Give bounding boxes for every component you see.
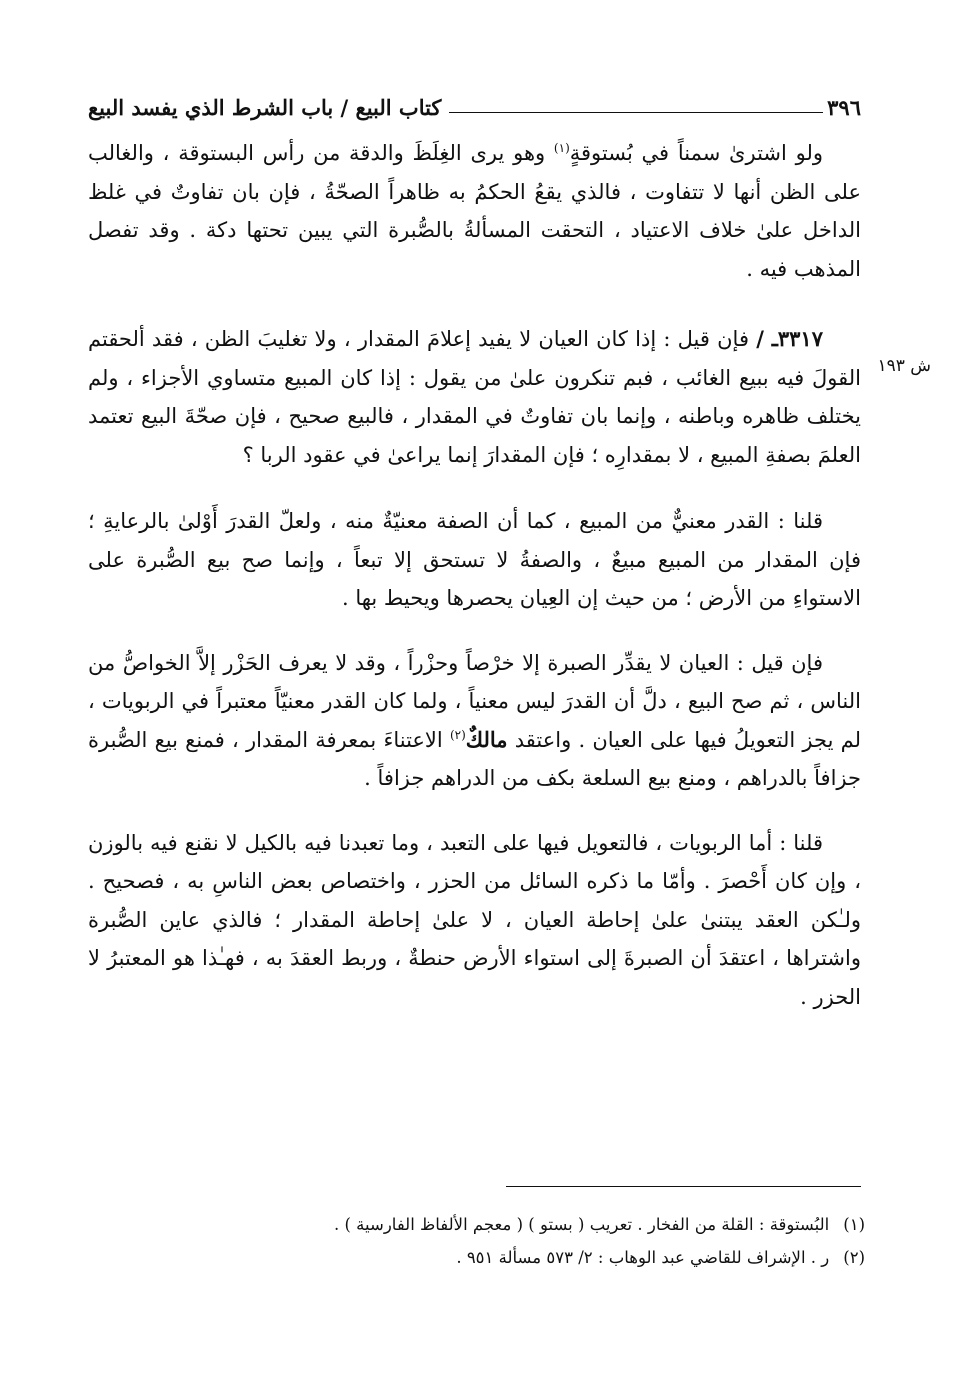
issue-number: ٣٣١٧ـ / xyxy=(756,326,823,351)
footnote-ref-2[interactable]: (٢) xyxy=(449,727,466,742)
paragraph-4 xyxy=(88,644,861,798)
paragraph-3: قلنا : القدر معنيٌّ من المبيع ، كما أن الصفة معنيّةٌ منه ، ولعلّ القدرَ أَوْلىٰ بالرعايةِ ؛ فإن المقدار من المبيع مبيعٌ ، والصفةُ لا تستحق إلا تبعاً ، وإنما صح بيع الصُّبرة على الاستواءِ من الأرض ؛ من حيث إن العِيان يحصرها ويحيط بها . xyxy=(88,509,861,610)
footnote-1-number: (١) xyxy=(843,1215,865,1234)
footnotes xyxy=(88,1208,865,1274)
footnote-1 xyxy=(88,1208,865,1241)
running-header xyxy=(88,84,861,120)
paragraph-2-text: فإن قيل : إذا كان العيان لا يفيد إعلامَ المقدار ، ولا تغليبَ الظن ، فقد ألحقتم القولَ فيه ببيع الغائب ، فبم تنكرون علىٰ من يقول : إذا كان المبيع متساوي الأجزاء ، ولم يختلف ظاهره وباطنه ، وإنما بان تفاوتٌ في المقدار ، فالبيع صحيح ، فإن صحّةَ البيع تعتمد العلمَ بصفةِ المبيع ، لا بمقدارِه ؛ فإن المقدارَ إنما يراعىٰ في عقود الربا ؟ xyxy=(88,327,861,467)
paragraph-1-start: ولو اشترىٰ سمناً في بُستوقةٍ xyxy=(569,141,823,165)
main-text xyxy=(88,134,861,1044)
paragraph-4-rest: الاعتناءَ بمعرفة المقدار ، فمنع بيع الصُّبرة جزافاً بالدراهم ، ومنع بيع السلعة بكف من الدراهم جزافاً . xyxy=(88,727,861,790)
page-number: ٣٩٦ xyxy=(827,95,861,120)
paragraph-5: قلنا : أما الربويات ، فالتعويل فيها على التعبد ، وما تعبدنا فيه بالكيل لا نقنع فيه بالوزن ، وإن كان أَحْصرَ . وأمّا ما ذكره السائل من الحزر ، واختصاص بعض الناسِ به ، فصحيح . ولـٰكن العقد يبتنىٰ علىٰ إحاطة العيان ، لا علىٰ إحاطة المقدار ؛ فالذي عاين الصُّبرة واشتراها ، اعتقدَ أن الصبرةَ إلى استواء الأرض حنطةٌ ، وربط العقدَ به ، فهـٰذا هو المعتبرُ لا الحزر . xyxy=(88,830,861,1009)
paragraph-4-start: فإن قيل : العيان لا يقدِّر الصبرة إلا خرْصاً وحزْراً ، وقد لا يعرف الحَزْر إلاَّ الخواصُّ من الناس ، ثم صح البيع ، دلَّ أن القدرَ ليس معنياً ، ولما كان القدر معنيّاً معتبراً في الربويات ، لم يجز التعويلُ فيها على العيان . واعتقد xyxy=(88,650,861,752)
footnote-2-number: (٢) xyxy=(843,1248,865,1267)
paragraph-1-rest: وهو يرى الغِلَظَ والدقة من رأس البستوقة ، والغالب على الظن أنها لا تتفاوت ، فالذي يقعُ الحكمُ به ظاهراً الصحّةُ ، فإن بان تفاوتٌ في غلظ الداخل علىٰ خلاف الاعتياد ، التحقت المسألةُ بالصُّبرة التي يبين تحتها دكة . وقد تفصل المذهب فيه . xyxy=(88,141,861,281)
margin-folio-note: ش ١٩٣ xyxy=(877,356,931,376)
footnote-2 xyxy=(88,1241,865,1274)
header-rule xyxy=(449,112,823,113)
paragraph-1 xyxy=(88,134,861,288)
chapter-title: كتاب البيع / باب الشرط الذي يفسد البيع xyxy=(88,95,442,120)
footnote-1-text: البُستوقة : القلة من الفخار . تعريب ( بستو ) ( معجم الألفاظ الفارسية ) . xyxy=(334,1215,830,1234)
footnote-2-text: ر . الإشراف للقاضي عبد الوهاب : ٢/ ٥٧٣ مسألة ٩٥١ . xyxy=(456,1248,830,1267)
footnote-separator xyxy=(506,1186,861,1187)
paragraph-2 xyxy=(88,320,861,474)
footnote-ref-1[interactable]: (١) xyxy=(553,141,570,155)
cited-name: مالكٌ xyxy=(465,726,508,752)
